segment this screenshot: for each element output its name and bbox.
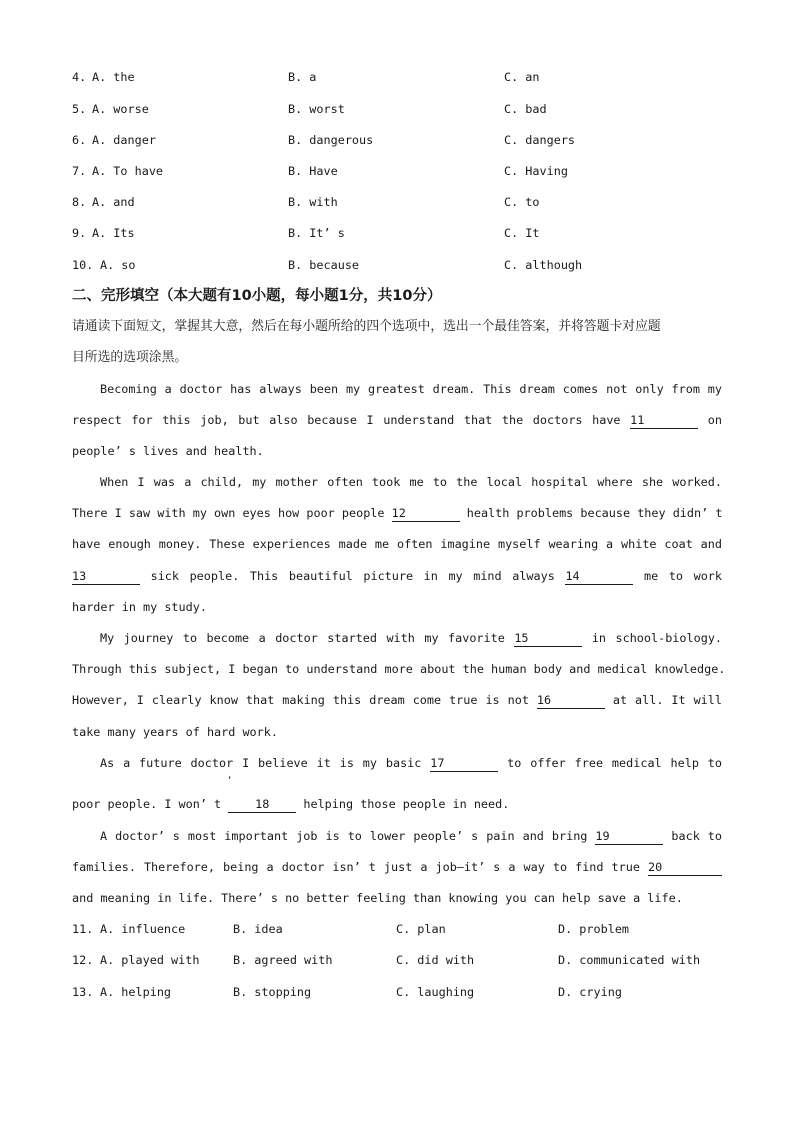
question-number: 8. bbox=[72, 195, 87, 209]
passage-line: people’ s lives and health. bbox=[72, 444, 264, 458]
option-c: C. to bbox=[504, 195, 540, 209]
option-row-9 bbox=[72, 224, 752, 242]
question-number: 6. bbox=[72, 133, 87, 147]
passage-line: 13 sick people. This beautiful picture in my mind always 14 me to work bbox=[72, 569, 723, 583]
option-b: B. because bbox=[288, 258, 360, 272]
blank-18: 18 bbox=[228, 797, 296, 813]
option-row-6 bbox=[72, 131, 752, 149]
blank-14: 14 bbox=[565, 569, 633, 585]
option-b: B. a bbox=[288, 70, 317, 84]
passage-line: families. Therefore, being a doctor isn’ t just a job—it’ s a way to find true 20 bbox=[72, 858, 722, 876]
option-b: B. dangerous bbox=[288, 133, 374, 147]
passage-line: There I saw with my own eyes how poor people 12 health problems because they didn’ t bbox=[72, 506, 723, 520]
passage-line: My journey to become a doctor started with my favorite 15 in school-biology. bbox=[100, 631, 723, 645]
blank-15: 15 bbox=[514, 631, 582, 647]
blank-16: 16 bbox=[537, 693, 605, 709]
option-row-4 bbox=[72, 68, 752, 86]
option-c: C. It bbox=[504, 226, 540, 240]
option-c: C. laughing bbox=[396, 985, 475, 999]
option-d: D. communicated with bbox=[558, 953, 701, 967]
option-row-7 bbox=[72, 162, 752, 180]
option-a: A. the bbox=[92, 70, 135, 84]
option-b: B. idea bbox=[233, 922, 283, 936]
passage-line: Becoming a doctor has always been my greatest dream. This dream comes not only from my bbox=[100, 382, 722, 396]
option-b: B. stopping bbox=[233, 985, 312, 999]
blank-11: 11 bbox=[630, 413, 698, 429]
option-a: A. danger bbox=[92, 133, 156, 147]
option-c: C. dangers bbox=[504, 133, 576, 147]
option-row-13 bbox=[72, 983, 752, 1001]
passage-line: poor people. I won’ t 18 helping those people in need. bbox=[72, 797, 510, 811]
instruction-line-1: 请通读下面短文，掌握其大意，然后在每小题所给的四个选项中，选出一个最佳答案，并将答题卡对应题 bbox=[72, 319, 661, 334]
option-a: A. helping bbox=[100, 985, 172, 999]
passage-line: take many years of hard work. bbox=[72, 725, 278, 739]
question-number: 11. bbox=[72, 922, 94, 936]
option-b: B. agreed with bbox=[233, 953, 333, 967]
option-d: D. crying bbox=[558, 985, 622, 999]
passage-line: However, I clearly know that making this dream come true is not 16 at all. It will bbox=[72, 693, 722, 707]
passage-line: When I was a child, my mother often took me to the local hospital where she worked. bbox=[100, 475, 722, 489]
option-row-11 bbox=[72, 920, 752, 938]
option-c: C. plan bbox=[396, 922, 446, 936]
option-row-10 bbox=[72, 256, 752, 274]
option-b: B. It’ s bbox=[288, 226, 345, 240]
option-a: A. played with bbox=[100, 953, 200, 967]
passage-line: and meaning in life. There’ s no better feeling than knowing you can help save a life. bbox=[72, 891, 683, 905]
question-number: 7. bbox=[72, 164, 87, 178]
passage-line: respect for this job, but also because I understand that the doctors have 11 on bbox=[72, 413, 722, 427]
stray-comma-mark: , bbox=[227, 771, 233, 781]
instruction-line-2: 目所选的选项涂黑。 bbox=[72, 350, 188, 365]
option-row-8 bbox=[72, 193, 752, 211]
question-number: 10. bbox=[72, 258, 94, 272]
option-a: A. and bbox=[92, 195, 135, 209]
option-a: A. To have bbox=[92, 164, 164, 178]
blank-20: 20 bbox=[648, 860, 722, 876]
blank-13: 13 bbox=[72, 569, 140, 585]
option-b: B. Have bbox=[288, 164, 338, 178]
option-b: B. with bbox=[288, 195, 338, 209]
option-c: C. Having bbox=[504, 164, 568, 178]
section-heading: 二、完形填空（本大题有10小题，每小题1分，共10分） bbox=[72, 288, 442, 304]
option-row-5 bbox=[72, 100, 752, 118]
question-number: 13. bbox=[72, 985, 94, 999]
passage-line: harder in my study. bbox=[72, 600, 207, 614]
option-a: A. influence bbox=[100, 922, 186, 936]
passage-line: Through this subject, I began to understand more about the human body and medical knowledge. bbox=[72, 662, 726, 676]
option-b: B. worst bbox=[288, 102, 345, 116]
question-number: 12. bbox=[72, 953, 94, 967]
question-number: 5. bbox=[72, 102, 87, 116]
blank-17: 17 bbox=[430, 756, 498, 772]
option-a: A. worse bbox=[92, 102, 149, 116]
option-c: C. an bbox=[504, 70, 540, 84]
question-number: 9. bbox=[72, 226, 87, 240]
blank-12: 12 bbox=[392, 506, 460, 522]
passage-line: have enough money. These experiences made me often imagine myself wearing a white coat and bbox=[72, 537, 722, 551]
option-c: C. did with bbox=[396, 953, 475, 967]
question-number: 4. bbox=[72, 70, 87, 84]
option-row-12 bbox=[72, 951, 752, 969]
option-a: A. so bbox=[100, 258, 136, 272]
passage-line: As a future doctor I believe it is my basic 17 to offer free medical help to bbox=[100, 756, 723, 770]
option-c: C. bad bbox=[504, 102, 547, 116]
option-c: C. although bbox=[504, 258, 583, 272]
option-d: D. problem bbox=[558, 922, 630, 936]
option-a: A. Its bbox=[92, 226, 135, 240]
blank-19: 19 bbox=[595, 829, 663, 845]
passage-line: A doctor’ s most important job is to lower people’ s pain and bring 19 back to bbox=[100, 829, 723, 843]
